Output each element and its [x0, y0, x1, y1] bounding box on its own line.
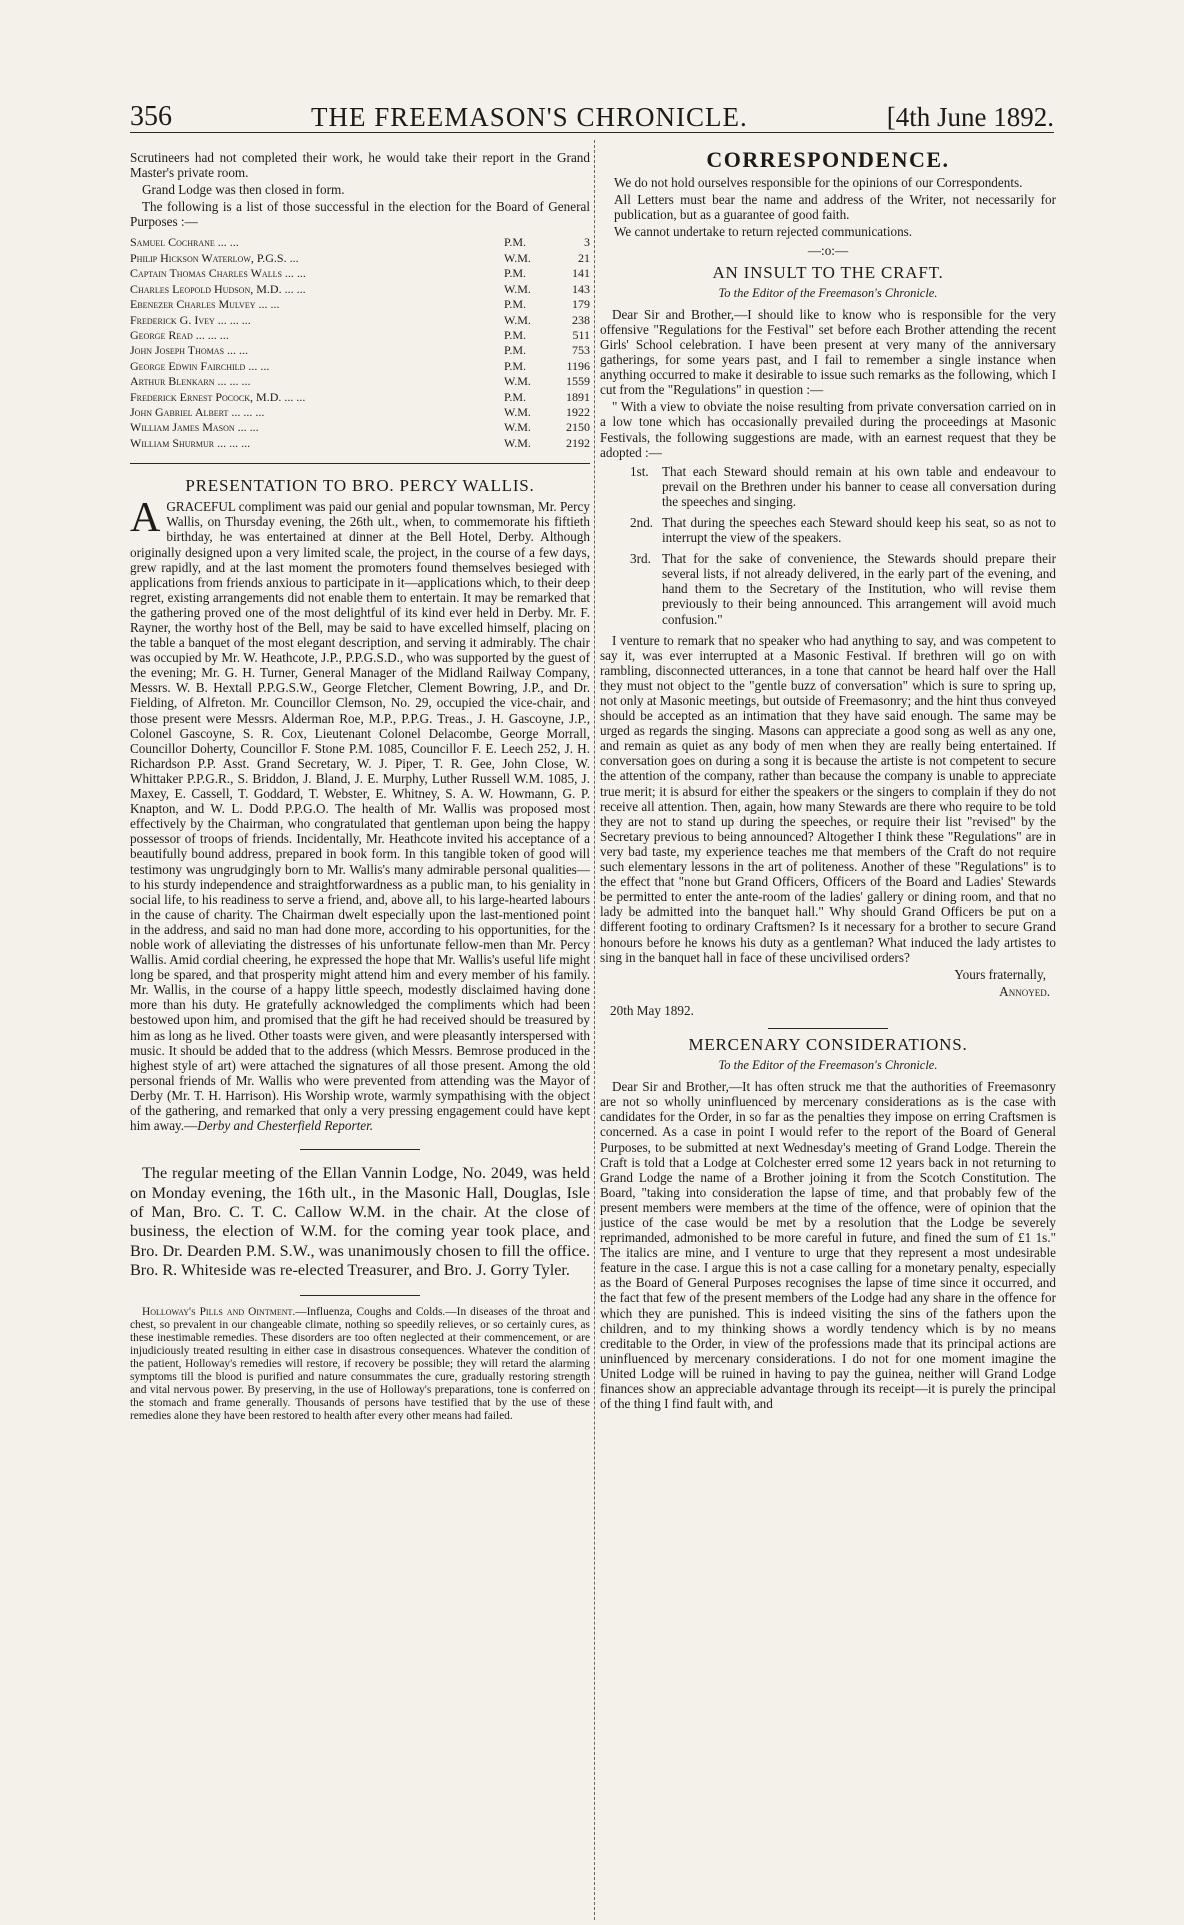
advertisement [130, 1306, 590, 1423]
list-item: George Read ... ... ... P.M. 511 [130, 327, 590, 342]
list-item: Captain Thomas Charles Walls ... ... P.M. 141 [130, 266, 590, 281]
letter-date: 20th May 1892. [610, 1002, 694, 1018]
left-column [130, 150, 590, 1425]
list-item: Samuel Cochrane ... ... P.M. 3 [130, 235, 590, 250]
section-title: PRESENTATION TO BRO. PERCY WALLIS. [185, 476, 535, 496]
list-item: John Gabriel Albert ... ... ... W.M. 1922 [130, 404, 590, 419]
board-members-list [130, 235, 590, 451]
section-title: CORRESPONDENCE. [706, 147, 950, 172]
issue-date: [4th June 1892. [886, 102, 1054, 132]
lodge-report: The regular meeting of the Ellan Vannin Lodge, No. 2049, was held on Monday evening, the 16th ult., in the Masonic Hall, Douglas, Isle of Man, Bro. C. T. C. Callow W.M. in the chair. At the close of business, the election of W.M. for the coming year took place, and Bro. Dr. Dearden P.M. S.W., was unanimously chosen to fill the office. Bro. R. Whiteside was re-elected Treasurer, and Bro. J. Gorry Tyler. [130, 1164, 590, 1280]
intro-paragraph: The following is a list of those successful in the election for the Board of General Purposes :— [130, 199, 590, 230]
regulation-item: 2nd. That during the speeches each Steward should keep his seat, so as not to interrupt the view of the speakers. [630, 514, 1056, 546]
editorial-note: We do not hold ourselves responsible for the opinions of our Correspondents. [614, 175, 1023, 191]
separator: —:o:— [807, 243, 849, 259]
letter-paragraph: I venture to remark that no speaker who had anything to say, and was competent to say it, was ever interrupted at a Masonic Festival. If brethren will go on with rambling, disconnected utterances, in a tone that cannot be heard half over the Hall they must not object to the "gentle buzz of conversation" which is sure to spring up, not only at Masonic meetings, but outside of Freemasonry; and the hint thus conveyed should be accepted as an intimation that they have said enough. The same may be urged as regards the singing. Masons can appreciate a good song as well as any one, and remain as quiet as any body of men when they are really being entertained. If conversation goes on during a song it is because the artiste is not competent to secure the attention of the company, rather than because the company is unable to appreciate true merit; it is absurd for either the speakers or the singers to complain if they do not receive all attention. Then, again, how many Stewards are there who require to be told they are not to stand up during the speeches, or require their list "revised" by the Secretary previous to being announced? Altogether I think these "Regulations" are in very bad taste, my experience teaches me that members of the Craft do not require such elementary lessons in the art of politeness. Another of these "Regulations" is to the effect that "none but Grand Officers, Officers of the Board and Ladies' Stewards be permitted to enter the ante-room of the ladies' gallery or dining room, and that no lady be admitted into the banquet hall." Why should Grand Officers be put on a different footing to ordinary Craftsmen? Is it necessary for a brother to secure Grand honours before he knows his duty as a gentleman? What induced the lady artistes to sing in the banquet hall in face of these uncivilised orders? [600, 632, 1056, 965]
regulation-item: 1st. That each Steward should remain at his own table and endeavour to prevail on the Brethren under his banner to cease all conversation during the speeches and singing. [630, 463, 1056, 509]
section-rule [130, 463, 590, 464]
list-item: John Joseph Thomas ... ... P.M. 753 [130, 343, 590, 358]
letter-paragraph: Dear Sir and Brother,—It has often struck me that the authorities of Freemasonry are not so wholly uninfluenced by mercenary considerations as is the case with candidates for the Order, in so far as the penalties they impose on erring Craftsmen is concerned. As a case in point I would refer to the report of the Board of General Purposes, to be submitted at next Wednesday's meeting of Grand Lodge. Therein the Craft is told that a Lodge at Colchester erred some 12 years back in not returning to Grand Lodge the name of a Brother joining it from the Scotch Constitution. The Board, "taking into consideration the lapse of time, and that probably few of the present members were members at the time of the offence, were of opinion that the justice of the case would be met by a resolution that the Lodge be severely reprimanded, admonished to be more careful in future, and fined the sum of £1 1s." The italics are mine, and I venture to urge that they represent a most undesirable feature in the case. I argue this is not a case calling for a monetary penalty, especially as the Board of General Purposes recognises the lapse of time since it occurred, and the fact that few of the present members of the Lodge had any share in the offence for which they are punished. This is indeed visiting the sins of the fathers upon the children, and to my thinking shows a wordly tendency which is by no means creditable to the Order, in view of the professions made that its principal actions are uninfluenced by mercenary considerations. I do not for one moment imagine the United Lodge will be ruined in having to pay the guinea, neither will Grand Lodge finances show an appreciable advantage through its receipt—it is purely the principal of the thing I find fault with, and [600, 1079, 1056, 1412]
section-title: AN INSULT TO THE CRAFT. [712, 262, 944, 282]
intro-paragraph: Scrutineers had not completed their work, he would take their report in the Grand Master's private room. [130, 150, 590, 181]
list-item: Philip Hickson Waterlow, P.G.S. ... W.M. 21 [130, 250, 590, 265]
section-title: MERCENARY CONSIDERATIONS. [688, 1034, 968, 1054]
letter-paragraph: Dear Sir and Brother,—I should like to know who is responsible for the very offensive "Regulations for the Festival" set before each Brother attending the recent Girls' School celebration. I have been present at very many of the anniversary gatherings, for some years past, and I fail to remember a single instance when anything occurred to make it desirable to issue such remarks as the following, which I cut from the "Regulations" in question :— [600, 306, 1056, 398]
masthead-title: THE FREEMASON'S CHRONICLE. [311, 102, 748, 132]
letter-signature: Annoyed. [999, 983, 1050, 999]
letter-addressee: To the Editor of the Freemason's Chronicle. [718, 285, 938, 300]
list-item: Frederick Ernest Pocock, M.D. ... ... P.M. 1891 [130, 389, 590, 404]
drop-cap: A [130, 495, 161, 542]
right-column [600, 147, 1056, 1413]
page-number: 356 [130, 101, 172, 132]
letter-quote: " With a view to obviate the noise resulting from private conversation carried on in a low tone which has occasionally prevailed during the proceedings at Masonic Festivals, the following suggestions are made, with an earnest request that they be adopted :— [600, 399, 1056, 460]
list-item: Ebenezer Charles Mulvey ... ... P.M. 179 [130, 297, 590, 312]
editorial-note: We cannot undertake to return rejected communications. [614, 224, 913, 240]
intro-paragraph: Grand Lodge was then closed in form. [142, 182, 345, 198]
regulation-item: 3rd. That for the sake of convenience, the Stewards should prepare their several lists, if not already delivered, in the early part of the evening, and hand them to the Secretary of the Institution, who will revise them previously to their being announced. This arrangement will avoid much confusion." [630, 551, 1056, 627]
advert-text: —Influenza, Coughs and Colds.—In diseases of the throat and chest, so prevalent in our changeable climate, nothing so speedily relieves, or so certainly cures, as these inestimable remedies. These disorders are too often neglected at their commencement, or are injudiciously treated resulting in either case in disastrous consequences. Whatever the condition of the patient, Holloway's remedies will restore, if recovery be possible; they will retard the alarming symptoms till the blood is purified and nature consummates the cure, gradually restoring strength and vital nervous power. By preserving, in the use of Holloway's preparations, tone is conferred on the stomach and frame generally. Thousands of persons have testified that by the use of these remedies alone they have been restored to health after every other means had failed. [130, 1305, 591, 1422]
column-divider [594, 140, 595, 1920]
page-header [130, 98, 1054, 133]
letter-closing: Yours fraternally, [954, 966, 1046, 982]
article-body [130, 495, 591, 1134]
list-item: William James Mason ... ... W.M. 2150 [130, 420, 590, 435]
list-item: Frederick G. Ivey ... ... ... W.M. 238 [130, 312, 590, 327]
section-rule [768, 1028, 888, 1029]
list-item: George Edwin Fairchild ... ... P.M. 1196 [130, 358, 590, 373]
article-source: Derby and Chesterfield Reporter. [197, 1118, 374, 1134]
list-item: Charles Leopold Hudson, M.D. ... ... W.M. 143 [130, 281, 590, 296]
section-rule [300, 1149, 420, 1150]
section-rule [300, 1295, 420, 1296]
list-item: Arthur Blenkarn ... ... ... W.M. 1559 [130, 374, 590, 389]
editorial-note: All Letters must bear the name and address of the Writer, not necessarily for publication, but as a guarantee of good faith. [614, 192, 1056, 223]
advert-lead: Holloway's Pills and Ointment. [142, 1305, 296, 1318]
letter-addressee: To the Editor of the Freemason's Chronicle. [718, 1058, 938, 1073]
article-text: GRACEFUL compliment was paid our genial and popular townsman, Mr. Percy Wallis, on Thursday evening, the 26th ult., when, to commemorate his fiftieth birthday, he was entertained at dinner at the Bell Hotel, Derby. Although originally designed upon a very limited scale, the project, in the course of a few days, grew rapidly, and at the last moment the promoters found themselves besieged with applications from friends anxious to participate in it—applications which, to their deep regret, existing arrangements did not enable them to entertain. It may be remarked that the gathering proved one of the most delightful of its kind ever held in Derby. Mr. F. Rayner, the worthy host of the Bell, may be said to have excelled himself, placing on the table a banquet of the most elegant description, and serving it admirably. The chair was occupied by Mr. W. Heathcote, J.P., P.P.G.S.D., who was supported by the guest of the evening; Mr. G. H. Turner, General Manager of the Midland Railway Company, Messrs. W. B. Hextall P.P.G.S.W., George Fletcher, Clement Bowring, J.P., and Dr. Fielding, of Alfreton. Mr. Councillor Clemson, No. 29, occupied the vice-chair, and those present were Messrs. Alderman Roe, M.P., P.P.G. Treas., J. H. Gascoyne, J.P., Colonel Gascoyne, S. R. Cox, Lieutenant Colonel Delacombe, George Morrall, Councillor Doherty, Councillor F. Stone P.M. 1085, Councillor F. E. Leech 252, J. H. Richardson P.P. Asst. Grand Secretary, W. J. Piper, T. R. Gee, John Close, W. Whittaker P.P.G.R., S. Briddon, J. Bland, J. E. Murphy, Luther Russell W.M. 1085, J. Maxey, E. Cassell, T. Goddard, T. Webster, E. Whitney, S. A. W. Howmann, G. P. Knapton, and W. L. Dodd P.P.G.O. The health of Mr. Wallis was proposed most effectively by the Chairman, who congratulated that gentleman upon being the happy possessor of troops of friends. Incidentally, Mr. Heathcote invited his acceptance of a beautifully bound address, prepared in book form. In this tangible token of good will testimony was ungrudgingly born to Mr. Wallis's many admirable personal qualities—to his sturdy independence and straightforwardness as a public man, to his geniality in social life, to his readiness to serve a friend, and, above all, to his large-hearted labours in the cause of charity. The Chairman dwelt especially upon the last-mentioned point in the address, and said no man had done more, according to his opportunities, for the noble work of alleviating the distresses of his unfortunate fellow-men than Mr. Percy Wallis. Amid cordial cheering, he expressed the hope that Mr. Wallis's useful life might long be spared, and that prosperity might attend him and every member of his family. Mr. Wallis, in the course of a happy little speech, modestly disclaimed having done more than his duty. He gratefully acknowledged the compliments which had been bestowed upon him, and promised that the gift he had received should be treasured by him as long as he lived. Other toasts were given, and were pleasantly interspersed with music. It should be added that to the address (which Messrs. Bemrose produced in the highest style of art) were attached the signatures of all those present. Among the old personal friends of Mr. Wallis who were prevented from attending was the Mayor of Derby (Mr. T. H. Harrison). His Worship wrote, warmly sympathising with the object of the gathering, and remarked that only a very pressing engagement could have kept him away.— [130, 499, 591, 1134]
list-item: William Shurmur ... ... ... W.M. 2192 [130, 435, 590, 450]
